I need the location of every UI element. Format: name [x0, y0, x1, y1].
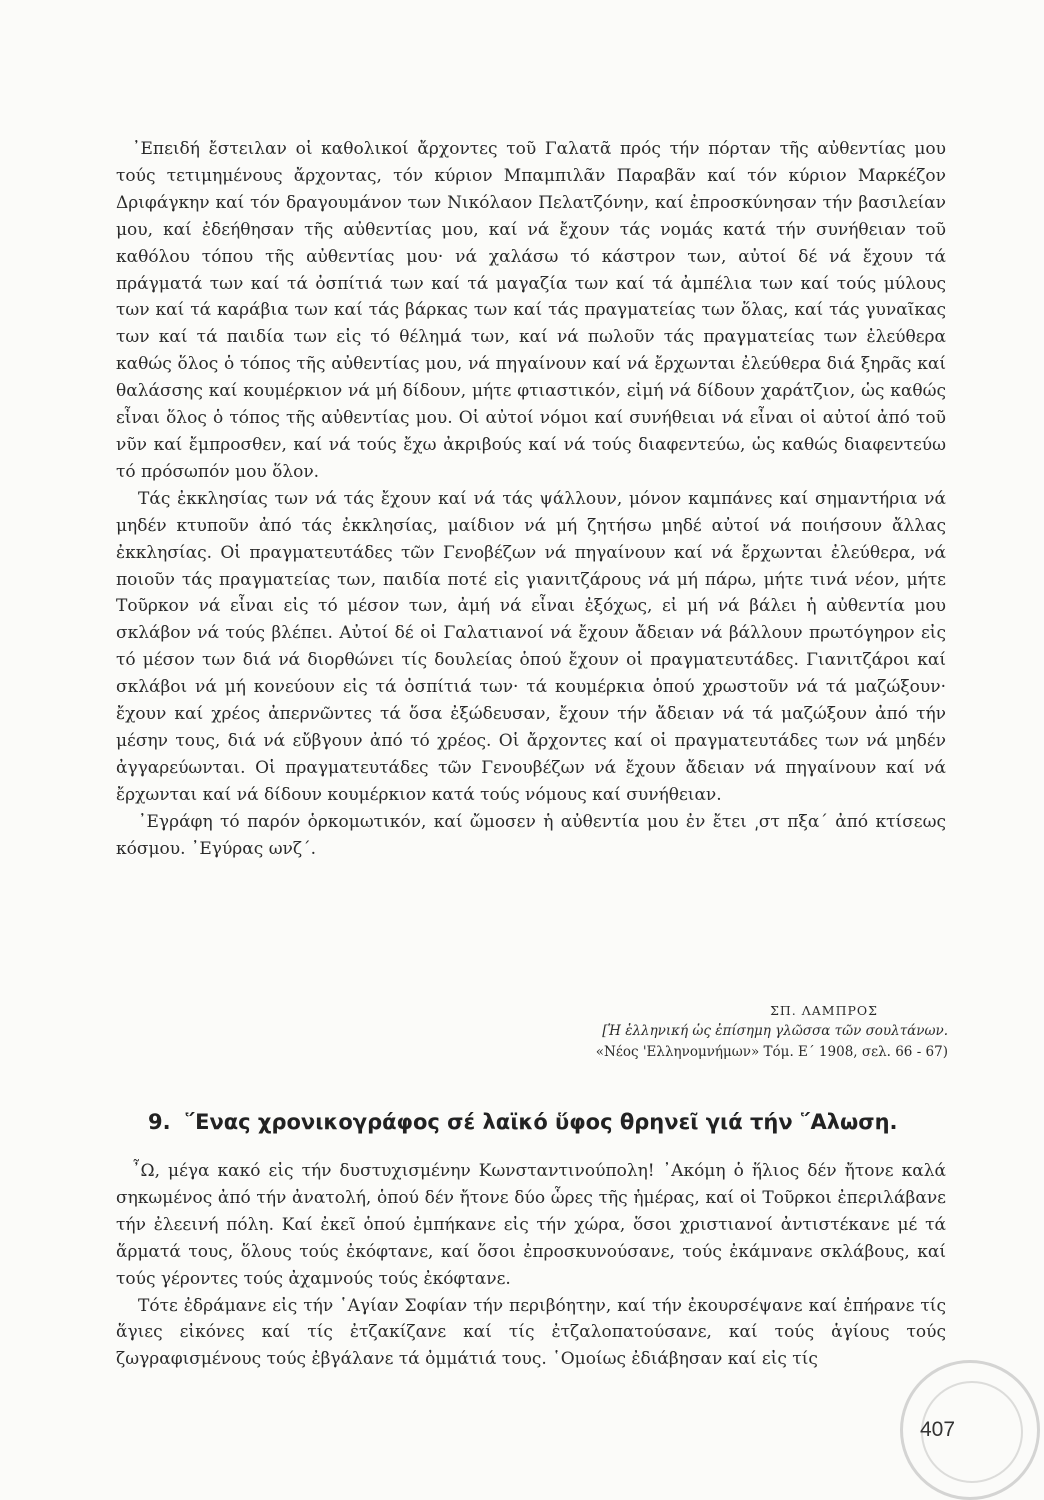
author-signature: ΣΠ. ΛΑΜΠΡΟΣ — [770, 1003, 878, 1018]
main-text-part2 — [116, 1158, 946, 1373]
paragraph-decree-churches: Τάς ἐκκλησίας των νά τάς ἔχουν καί νά τάς ψάλλουν, μόνον καμπάνες καί σημαντήρια νά μηδέν κτυποῦν ἀπό τάς ἐκκλησίας, μαίδιον νά μή ζητήσω μηδέ αὐτοί νά ποιήσουν ἄλλας ἐκκλησίας. Οἱ πραγματευτάδες τῶν Γενοβέζων νά πηγαίνουν καί νά ἔρχωνται ἐλεύθερα, νά ποιοῦν τάς πραγματείας των, παιδία ποτέ εἰς γιανιτζάρους νά μή πάρω, μήτε τινά νέον, μήτε Τοῦρκον νά εἶναι εἰς τό μέσον των, ἀμή νά εἶναι ἐξόχως, εἰ μή νά βάλει ἡ αὐθεντία μου σκλάβον νά τούς βλέπει. Αὐτοί δέ οἱ Γαλατιανοί νά ἔχουν ἄδειαν νά βάλλουν πρωτόγηρον εἰς τό μέσον των διά νά διορθώνει τίς δουλείας ὁπού ἔχουν οἱ πραγματευτάδες. Γιανιτζάροι καί σκλάβοι νά μή κονεύουν εἰς τά ὀσπίτιά των· τά κουμέρκια ὁπού χρωστοῦν νά τά μαζώξουν· ἔχουν καί χρέος ἀπερνῶντες τά ὅσα ἐξώδευσαν, ἔχουν τήν ἄδειαν νά τά μαζώξουν ἀπό τήν μέσην τους, διά νά εὔβγουν ἀπό τό χρέος. Οἱ ἄρχοντες καί οἱ πραγματευτάδες των νά μηδέν ἀγγαρεύωνται. Οἱ πραγματευτάδες τῶν Γενουβέζων νά ἔχουν ἄδειαν νά πηγαίνουν καί νά ἔρχωνται καί νά δίδουν κουμέρκιον κατά τούς νόμους καί συνήθειαν. — [116, 488, 946, 805]
paragraph-chronicle-lament: ῏Ω, μέγα κακό εἰς τήν δυστυχισμένην Κωνσταντινούπολη! ᾿Ακόμη ὁ ἥλιος δέν ἤτονε καλά σηκωμένος ἀπό τήν ἀνατολή, ὁπού δέν ἤτονε δύο ὧρες τῆς ἡμέρας, καί οἱ Τοῦρκοι ἐπεριλάβανε τήν ἐλεεινή πόλη. Καί ἐκεῖ ὁπού ἐμπήκανε εἰς τήν χώρα, ὅσοι χριστιανοί ἀντιστέκανε μέ τά ἅρματά τους, ὅλους τούς ἐκόφτανε, καί ὅσοι ἐπροσκυνούσανε, τούς ἐκάμνανε σκλάβους, καί τούς γέροντες τούς ἀχαμνούς τούς ἐκόφτανε. — [116, 1161, 946, 1289]
main-text-part1 — [116, 136, 946, 862]
section-title-text: ῞Ενας χρονικογράφος σέ λαϊκό ὕφος θρηνεῖ γιά τήν ῞Αλωση. — [184, 1110, 898, 1134]
paragraph-decree-opening: ᾿Επειδή ἔστειλαν οἱ καθολικοί ἄρχοντες τοῦ Γαλατᾶ πρός τήν πόρταν τῆς αὐθεντίας μου τούς τετιμημένους ἄρχοντας, τόν κύριον Μπαμπιλᾶν Παραβᾶν καί τόν κύριον Μαρκέζον Δριφάγκην καί τόν δραγουμάνον των Νικόλαον Πελατζόνην, καί ἐπροσκύνησαν τήν βασιλείαν μου, καί ἐδεήθησαν τῆς αὐθεντίας μου, καί νά ἔχουν τάς νομάς κατά τήν συνήθειαν τοῦ καθόλου τόπου τῆς αὐθεντίας μου· νά χαλάσω τό κάστρον των, αὐτοί δέ νά ἔχουν τά πράγματά των καί τά ὀσπίτιά των καί τά μαγαζία των καί τά ἀμπέλια των καί τούς μύλους των καί τά καράβια των καί τάς βάρκας των καί τάς πραγματείας των ὅλας, καί τάς γυναῖκας των καί τά παιδία των εἰς τό θέλημά των, καί νά πωλοῦν τάς πραγματείας των ἐλεύθερα καθώς ὅλος ὁ τόπος τῆς αὐθεντίας μου, νά πηγαίνουν καί νά ἔρχωνται ἐλεύθερα διά ξηρᾶς καί θαλάσσης καί κουμέρκιον νά μή δίδουν, μήτε φτιαστικόν, εἰμή νά δίδουν χαράτζιον, ὡς καθώς εἶναι ὅλος ὁ τόπος τῆς αὐθεντίας μου. Οἱ αὐτοί νόμοι καί συνήθειαι νά εἶναι οἱ αὐτοί ἀπό τοῦ νῦν καί ἔμπροσθεν, καί νά τούς ἔχω ἀκριβούς καί νά τούς διαφεντεύω, ὡς καθώς διαφεντεύω τό πρόσωπόν μου ὅλον. — [116, 139, 946, 482]
paragraph-chronicle-hagia-sophia: Τότε ἐδράμανε εἰς τήν ῾Αγίαν Σοφίαν τήν περιβόητην, καί τήν ἐκουρσέψανε καί ἐπήρανε τίς ἅγιες εἰκόνες καί τίς ἐτζακίζανε καί τίς ἐτζαλοπατούσανε, καί τούς ἁγίους τούς ζωγραφισμένους τούς ἐβγάλανε τά ὀμμάτιά τους. ῾Ομοίως ἐδιάβησαν καί εἰς τίς — [116, 1295, 946, 1370]
section-number: 9. — [148, 1110, 171, 1134]
paragraph-decree-closing: ᾿Εγράφη τό παρόν ὁρκομωτικόν, καί ὤμοσεν ἡ αὐθεντία μου ἐν ἔτει ͵στ πξα΄ ἀπό κτίσεως κόσμου. ᾿Εγύρας ωνζ΄. — [116, 811, 946, 859]
source-title: [Ἡ ἑλληνική ὡς ἐπίσημη γλῶσσα τῶν σουλτάνων. — [602, 1023, 948, 1039]
section-heading — [148, 1110, 948, 1134]
page-number: 407 — [920, 1418, 956, 1441]
citation-block — [480, 1000, 948, 1063]
source-reference: «Νέος 'Ελληνομνήμων» Τόμ. Ε΄ 1908, σελ. 66 - 67) — [595, 1044, 948, 1060]
